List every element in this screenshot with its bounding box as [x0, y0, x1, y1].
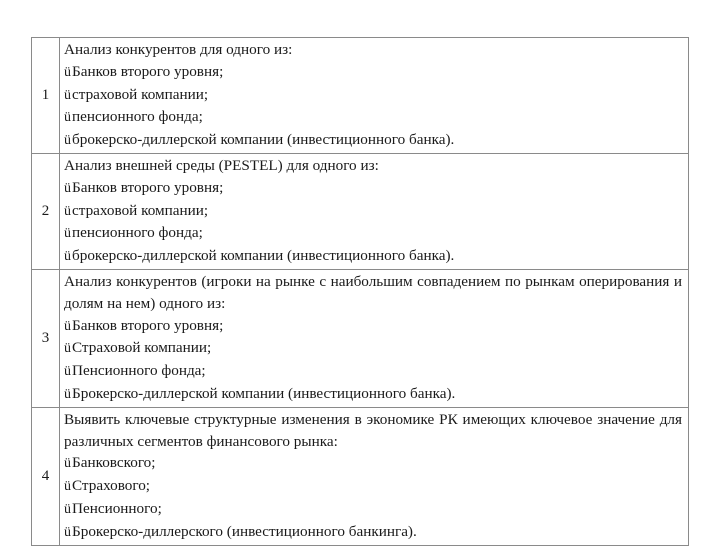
list-item [64, 383, 682, 406]
row-intro: Выявить ключевые структурные изменения в экономике РК имеющих ключевое значение для различных сегментов финансового рынка: [64, 410, 682, 450]
list-item-text: Брокерско-диллерской компании (инвестиционного банка). [72, 384, 456, 402]
list-item-text: Банков второго уровня; [72, 62, 224, 80]
list-item [64, 475, 682, 498]
list-item-text: страховой компании; [72, 201, 209, 219]
list-item [64, 106, 682, 129]
list-item-text: брокерско-диллерской компании (инвестиционного банка). [72, 247, 455, 265]
checkmark-icon: ü [64, 64, 71, 80]
list-item [64, 200, 682, 223]
table-row [32, 407, 689, 545]
row-number: 2 [32, 153, 60, 269]
list-item-text: Пенсионного; [72, 499, 162, 517]
list-item-text: страховой компании; [72, 85, 209, 103]
list-item-text: Банков второго уровня; [72, 178, 224, 196]
list-item [64, 61, 682, 84]
list-item [64, 360, 682, 383]
checkmark-icon: ü [64, 226, 71, 242]
table-row [32, 38, 689, 154]
row-content [60, 38, 689, 154]
list-item [64, 315, 682, 338]
checkmark-icon: ü [64, 110, 71, 126]
list-item-text: брокерско-диллерской компании (инвестиционного банка). [72, 131, 455, 149]
list-item [64, 129, 682, 152]
checkmark-icon: ü [64, 318, 71, 334]
list-item [64, 452, 682, 475]
row-content [60, 269, 689, 407]
list-item [64, 521, 682, 544]
list-item-text: Банковского; [72, 454, 156, 472]
row-content [60, 153, 689, 269]
row-intro: Анализ конкурентов для одного из: [64, 41, 293, 58]
list-item-text: Страхового; [72, 477, 151, 495]
list-item [64, 177, 682, 200]
checkmark-icon: ü [64, 249, 71, 265]
table-row [32, 269, 689, 407]
checkmark-icon: ü [64, 501, 71, 517]
list-item [64, 84, 682, 107]
checkmark-icon: ü [64, 364, 71, 380]
list-item-text: пенсионного фонда; [72, 224, 203, 242]
checkmark-icon: ü [64, 87, 71, 103]
row-number: 1 [32, 38, 60, 154]
row-intro: Анализ конкурентов (игроки на рынке с наибольшим совпадением по рынкам оперирования и долям на нем) одного из: [64, 272, 682, 312]
row-content [60, 407, 689, 545]
list-item [64, 337, 682, 360]
list-item-text: Брокерско-диллерского (инвестиционного банкинга). [72, 522, 417, 540]
checkmark-icon: ü [64, 479, 71, 495]
list-item [64, 498, 682, 521]
checkmark-icon: ü [64, 180, 71, 196]
checkmark-icon: ü [64, 456, 71, 472]
assignment-table [31, 37, 689, 546]
list-item-text: Пенсионного фонда; [72, 362, 206, 380]
checkmark-icon: ü [64, 133, 71, 149]
row-number: 3 [32, 269, 60, 407]
checkmark-icon: ü [64, 341, 71, 357]
table-row [32, 153, 689, 269]
checkmark-icon: ü [64, 524, 71, 540]
list-item [64, 245, 682, 268]
checkmark-icon: ü [64, 386, 71, 402]
list-item-text: Банков второго уровня; [72, 316, 224, 334]
row-number: 4 [32, 407, 60, 545]
checkmark-icon: ü [64, 203, 71, 219]
list-item-text: Страховой компании; [72, 339, 212, 357]
row-intro: Анализ внешней среды (PESTEL) для одного из: [64, 156, 379, 174]
list-item [64, 222, 682, 245]
list-item-text: пенсионного фонда; [72, 108, 203, 126]
